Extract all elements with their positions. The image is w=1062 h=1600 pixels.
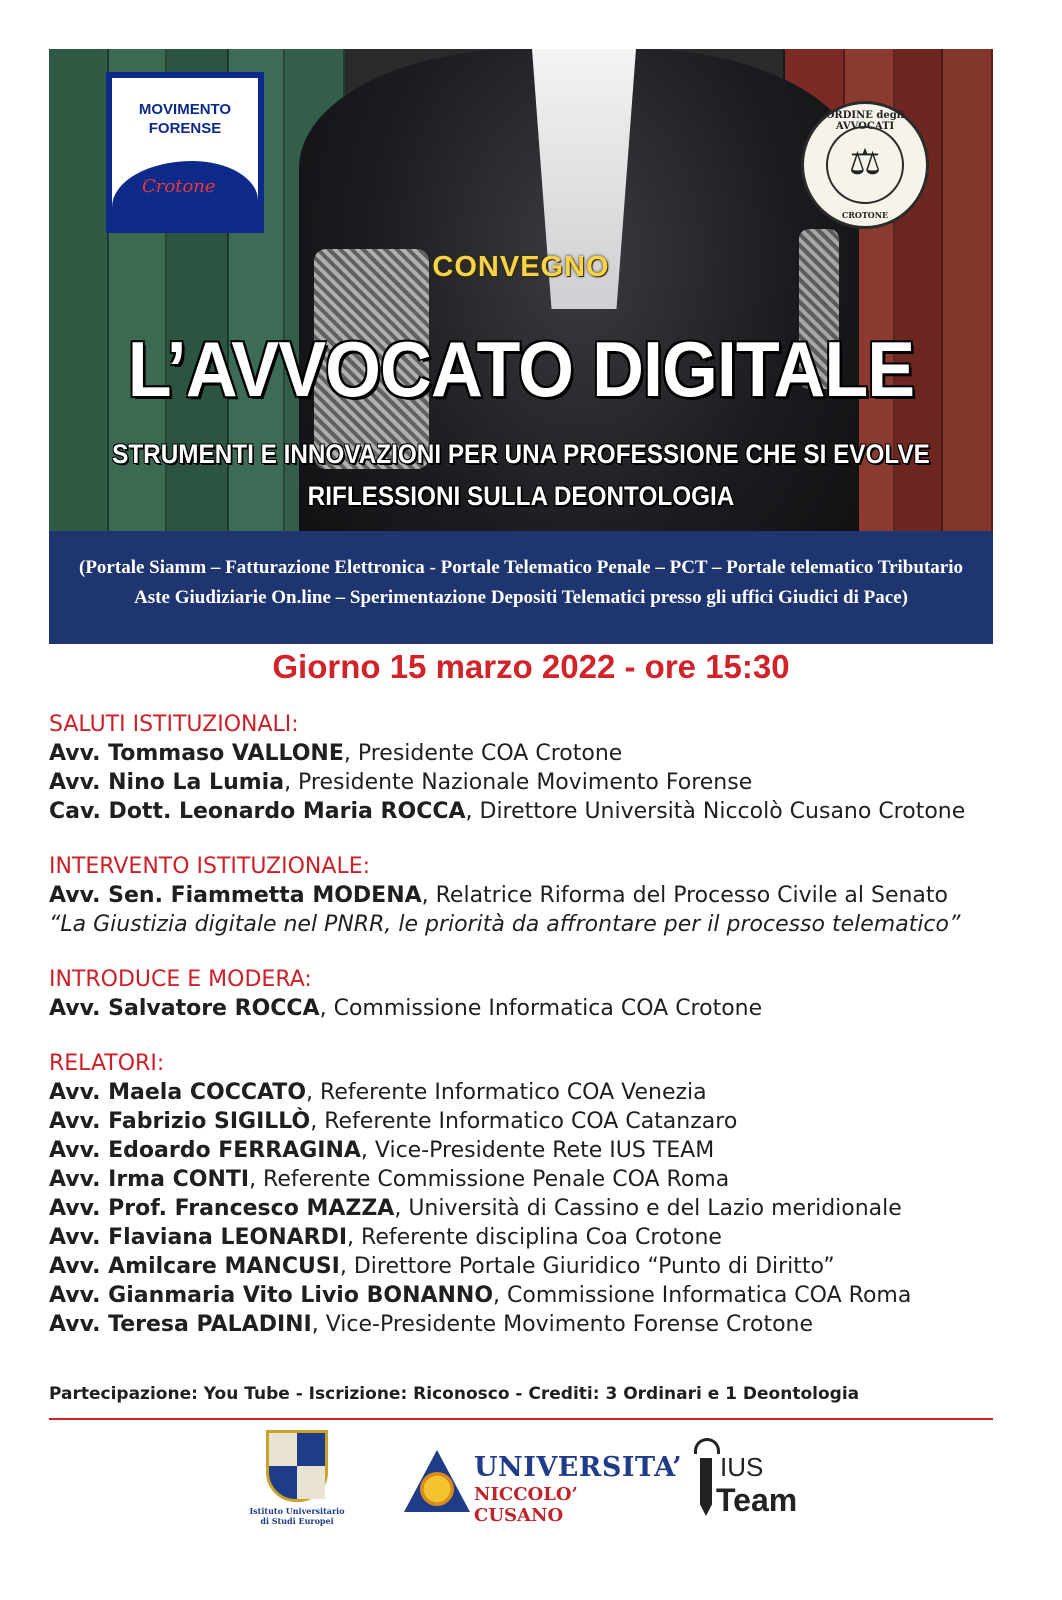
event-subtitle-2: RIFLESSIONI SULLA DEONTOLOGIA bbox=[307, 481, 735, 511]
speaker-name: Avv. Flaviana LEONARDI bbox=[49, 1225, 348, 1250]
speaker-role: , Presidente COA Crotone bbox=[343, 741, 623, 766]
speaker-role: , Vice-Presidente Rete IUS TEAM bbox=[360, 1138, 715, 1163]
speaker-name: Avv. Fabrizio SIGILLÒ bbox=[49, 1109, 311, 1134]
section-title: SALUTI ISTITUZIONALI: bbox=[49, 712, 299, 737]
pen-nib-icon bbox=[700, 1458, 712, 1516]
speaker-name: Cav. Dott. Leonardo Maria ROCCA bbox=[49, 799, 466, 824]
movimento-logo-line1: MOVIMENTO bbox=[138, 101, 232, 118]
speaker-row bbox=[49, 994, 1039, 1023]
speaker-role: , Commissione Informatica COA Crotone bbox=[319, 996, 763, 1021]
speaker-role: , Università di Cassino e del Lazio meridionale bbox=[394, 1196, 902, 1221]
speaker-row bbox=[49, 1078, 1039, 1107]
iusteam-line2: Team bbox=[716, 1482, 798, 1518]
program bbox=[49, 710, 1039, 1365]
speaker-name: Avv. Salvatore ROCCA bbox=[49, 996, 320, 1021]
speaker-row bbox=[49, 739, 1039, 768]
section-title: INTERVENTO ISTITUZIONALE: bbox=[49, 854, 371, 879]
speaker-name: Avv. Tommaso VALLONE bbox=[49, 741, 344, 766]
ordine-seal-top-text: ORDINE degli AVVOCATI bbox=[825, 110, 905, 132]
speaker-role: , Direttore Università Niccolò Cusano Crotone bbox=[465, 799, 966, 824]
speaker-name: Avv. Edoardo FERRAGINA bbox=[49, 1138, 361, 1163]
movimento-logo-script: Crotone bbox=[142, 176, 216, 197]
speaker-row bbox=[49, 881, 1039, 910]
hero-banner bbox=[49, 49, 993, 644]
speaker-role: , Presidente Nazionale Movimento Forense bbox=[284, 770, 753, 795]
section-saluti bbox=[49, 710, 1039, 826]
iuse-name-line2: di Studi Europei bbox=[260, 1516, 334, 1526]
speaker-role: , Referente disciplina Coa Crotone bbox=[347, 1225, 722, 1250]
topics-banner bbox=[49, 531, 993, 644]
topics-line-1: (Portale Siamm – Fatturazione Elettronica - Portale Telematico Penale – PCT – Portale telematico Tributario bbox=[79, 557, 963, 578]
speaker-role: , Relatrice Riforma del Processo Civile al Senato bbox=[421, 883, 948, 908]
speaker-row bbox=[49, 768, 1039, 797]
speaker-name: Avv. Maela COCCATO bbox=[49, 1080, 307, 1105]
section-intervento bbox=[49, 852, 1039, 939]
speaker-row bbox=[49, 1165, 1039, 1194]
speaker-row bbox=[49, 1223, 1039, 1252]
ordine-seal-bottom-text: CROTONE bbox=[841, 210, 889, 220]
movimento-forense-logo bbox=[106, 72, 264, 233]
speaker-row bbox=[49, 1252, 1039, 1281]
speaker-role: , Referente Commissione Penale COA Roma bbox=[249, 1167, 730, 1192]
speaker-name: Avv. Nino La Lumia bbox=[49, 770, 285, 795]
event-date: Giorno 15 marzo 2022 - ore 15:30 bbox=[272, 648, 790, 685]
speaker-role: , Direttore Portale Giuridico “Punto di Diritto” bbox=[339, 1254, 835, 1279]
speaker-row bbox=[49, 1136, 1039, 1165]
speaker-name: Avv. Irma CONTI bbox=[49, 1167, 250, 1192]
speaker-role: , Vice-Presidente Movimento Forense Crotone bbox=[311, 1312, 814, 1337]
section-title: INTRODUCE E MODERA: bbox=[49, 967, 312, 992]
speaker-name: Avv. Sen. Fiammetta MODENA bbox=[49, 883, 422, 908]
unicusano-name-line1: UNIVERSITA’ bbox=[474, 1452, 683, 1483]
section-modera bbox=[49, 965, 1039, 1023]
topics-line-2: Aste Giudiziarie On.line – Sperimentazione Depositi Telematici presso gli uffici Giudici di Pace) bbox=[134, 587, 908, 608]
iuse-logo bbox=[232, 1430, 362, 1590]
movimento-logo-line2: FORENSE bbox=[148, 120, 222, 137]
iuse-shield-icon bbox=[266, 1430, 328, 1502]
iuse-name-line1: Istituto Universitario bbox=[249, 1506, 345, 1516]
section-title: RELATORI: bbox=[49, 1051, 165, 1076]
speaker-name: Avv. Amilcare MANCUSI bbox=[49, 1254, 340, 1279]
speaker-role: , Referente Informatico COA Catanzaro bbox=[310, 1109, 738, 1134]
unicusano-name-line2: NICCOLO’ CUSANO bbox=[474, 1484, 578, 1526]
speaker-row bbox=[49, 1281, 1039, 1310]
sun-icon bbox=[420, 1472, 454, 1506]
ordine-avvocati-seal bbox=[801, 101, 929, 229]
speaker-name: Avv. Gianmaria Vito Livio BONANNO bbox=[49, 1283, 494, 1308]
event-title: L’AVVOCATO DIGITALE bbox=[127, 325, 915, 413]
footer-divider bbox=[49, 1418, 993, 1420]
speaker-name: Avv. Prof. Francesco MAZZA bbox=[49, 1196, 395, 1221]
scales-of-justice-icon: ⚖ bbox=[848, 142, 882, 183]
speaker-name: Avv. Teresa PALADINI bbox=[49, 1312, 312, 1337]
speaker-role: , Referente Informatico COA Venezia bbox=[306, 1080, 707, 1105]
event-subtitle-1: STRUMENTI E INNOVAZIONI PER UNA PROFESSIONE CHE SI EVOLVE bbox=[112, 439, 930, 469]
talk-title-quote: “La Giustizia digitale nel PNRR, le priorità da affrontare per il processo telematico” bbox=[49, 912, 961, 937]
iusteam-line1: IUS bbox=[720, 1452, 764, 1482]
speaker-row bbox=[49, 1310, 1039, 1339]
participation-info: Partecipazione: You Tube - Iscrizione: Riconosco - Crediti: 3 Ordinari e 1 Deontologia bbox=[49, 1384, 860, 1404]
event-kicker: CONVEGNO bbox=[432, 251, 610, 283]
speaker-row bbox=[49, 1107, 1039, 1136]
speaker-row bbox=[49, 1194, 1039, 1223]
unicusano-logo bbox=[404, 1450, 683, 1526]
iusteam-logo bbox=[690, 1438, 830, 1528]
section-relatori bbox=[49, 1049, 1039, 1339]
wifi-icon bbox=[694, 1438, 720, 1454]
speaker-role: , Commissione Informatica COA Roma bbox=[493, 1283, 912, 1308]
speaker-row bbox=[49, 797, 1039, 826]
